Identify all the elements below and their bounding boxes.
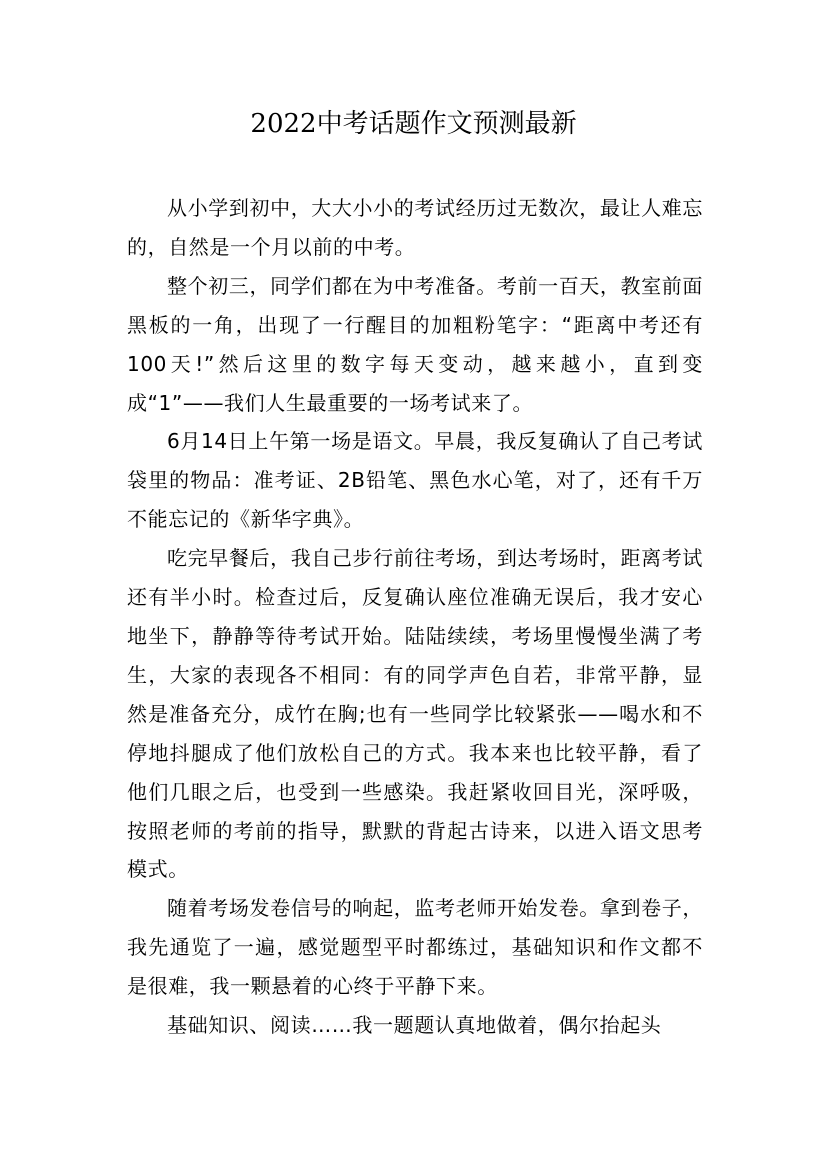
paragraph: 整个初三，同学们都在为中考准备。考前一百天，教室前面黑板的一角，出现了一行醒目的加粗粉笔字：“距离中考还有100天!”然后这里的数字每天变动，越来越小，直到变成“1”——我们人生最重要的一场考试来了。 xyxy=(127,273,703,415)
paragraph: 从小学到初中，大大小小的考试经历过无数次，最让人难忘的，自然是一个月以前的中考。 xyxy=(127,196,703,259)
document-body xyxy=(127,189,703,1045)
paragraph: 6月14日上午第一场是语文。早晨，我反复确认了自己考试袋里的物品：准考证、2B铅笔、黑色水心笔，对了，还有千万不能忘记的《新华字典》。 xyxy=(127,429,703,532)
document-title: 2022中考话题作文预测最新 xyxy=(250,109,577,139)
paragraph: 基础知识、阅读……我一题题认真地做着，偶尔抬起头 xyxy=(167,1013,662,1038)
paragraph: 吃完早餐后，我自己步行前往考场，到达考场时，距离考试还有半小时。检查过后，反复确认座位准确无误后，我才安心地坐下，静静等待考试开始。陆陆续续，考场里慢慢坐满了考生，大家的表现各不相同：有的同学声色自若，非常平静，显然是准备充分，成竹在胸;也有一些同学比较紧张——喝水和不停地抖腿成了他们放松自己的方式。我本来也比较平静，看了他们几眼之后，也受到一些感染。我赶紧收回目光，深呼吸，按照老师的考前的指导，默默的背起古诗来，以进入语文思考模式。 xyxy=(127,546,703,882)
paragraph: 随着考场发卷信号的响起，监考老师开始发卷。拿到卷子，我先通览了一遍，感觉题型平时都练过，基础知识和作文都不是很难，我一颗悬着的心终于平静下来。 xyxy=(127,896,703,999)
